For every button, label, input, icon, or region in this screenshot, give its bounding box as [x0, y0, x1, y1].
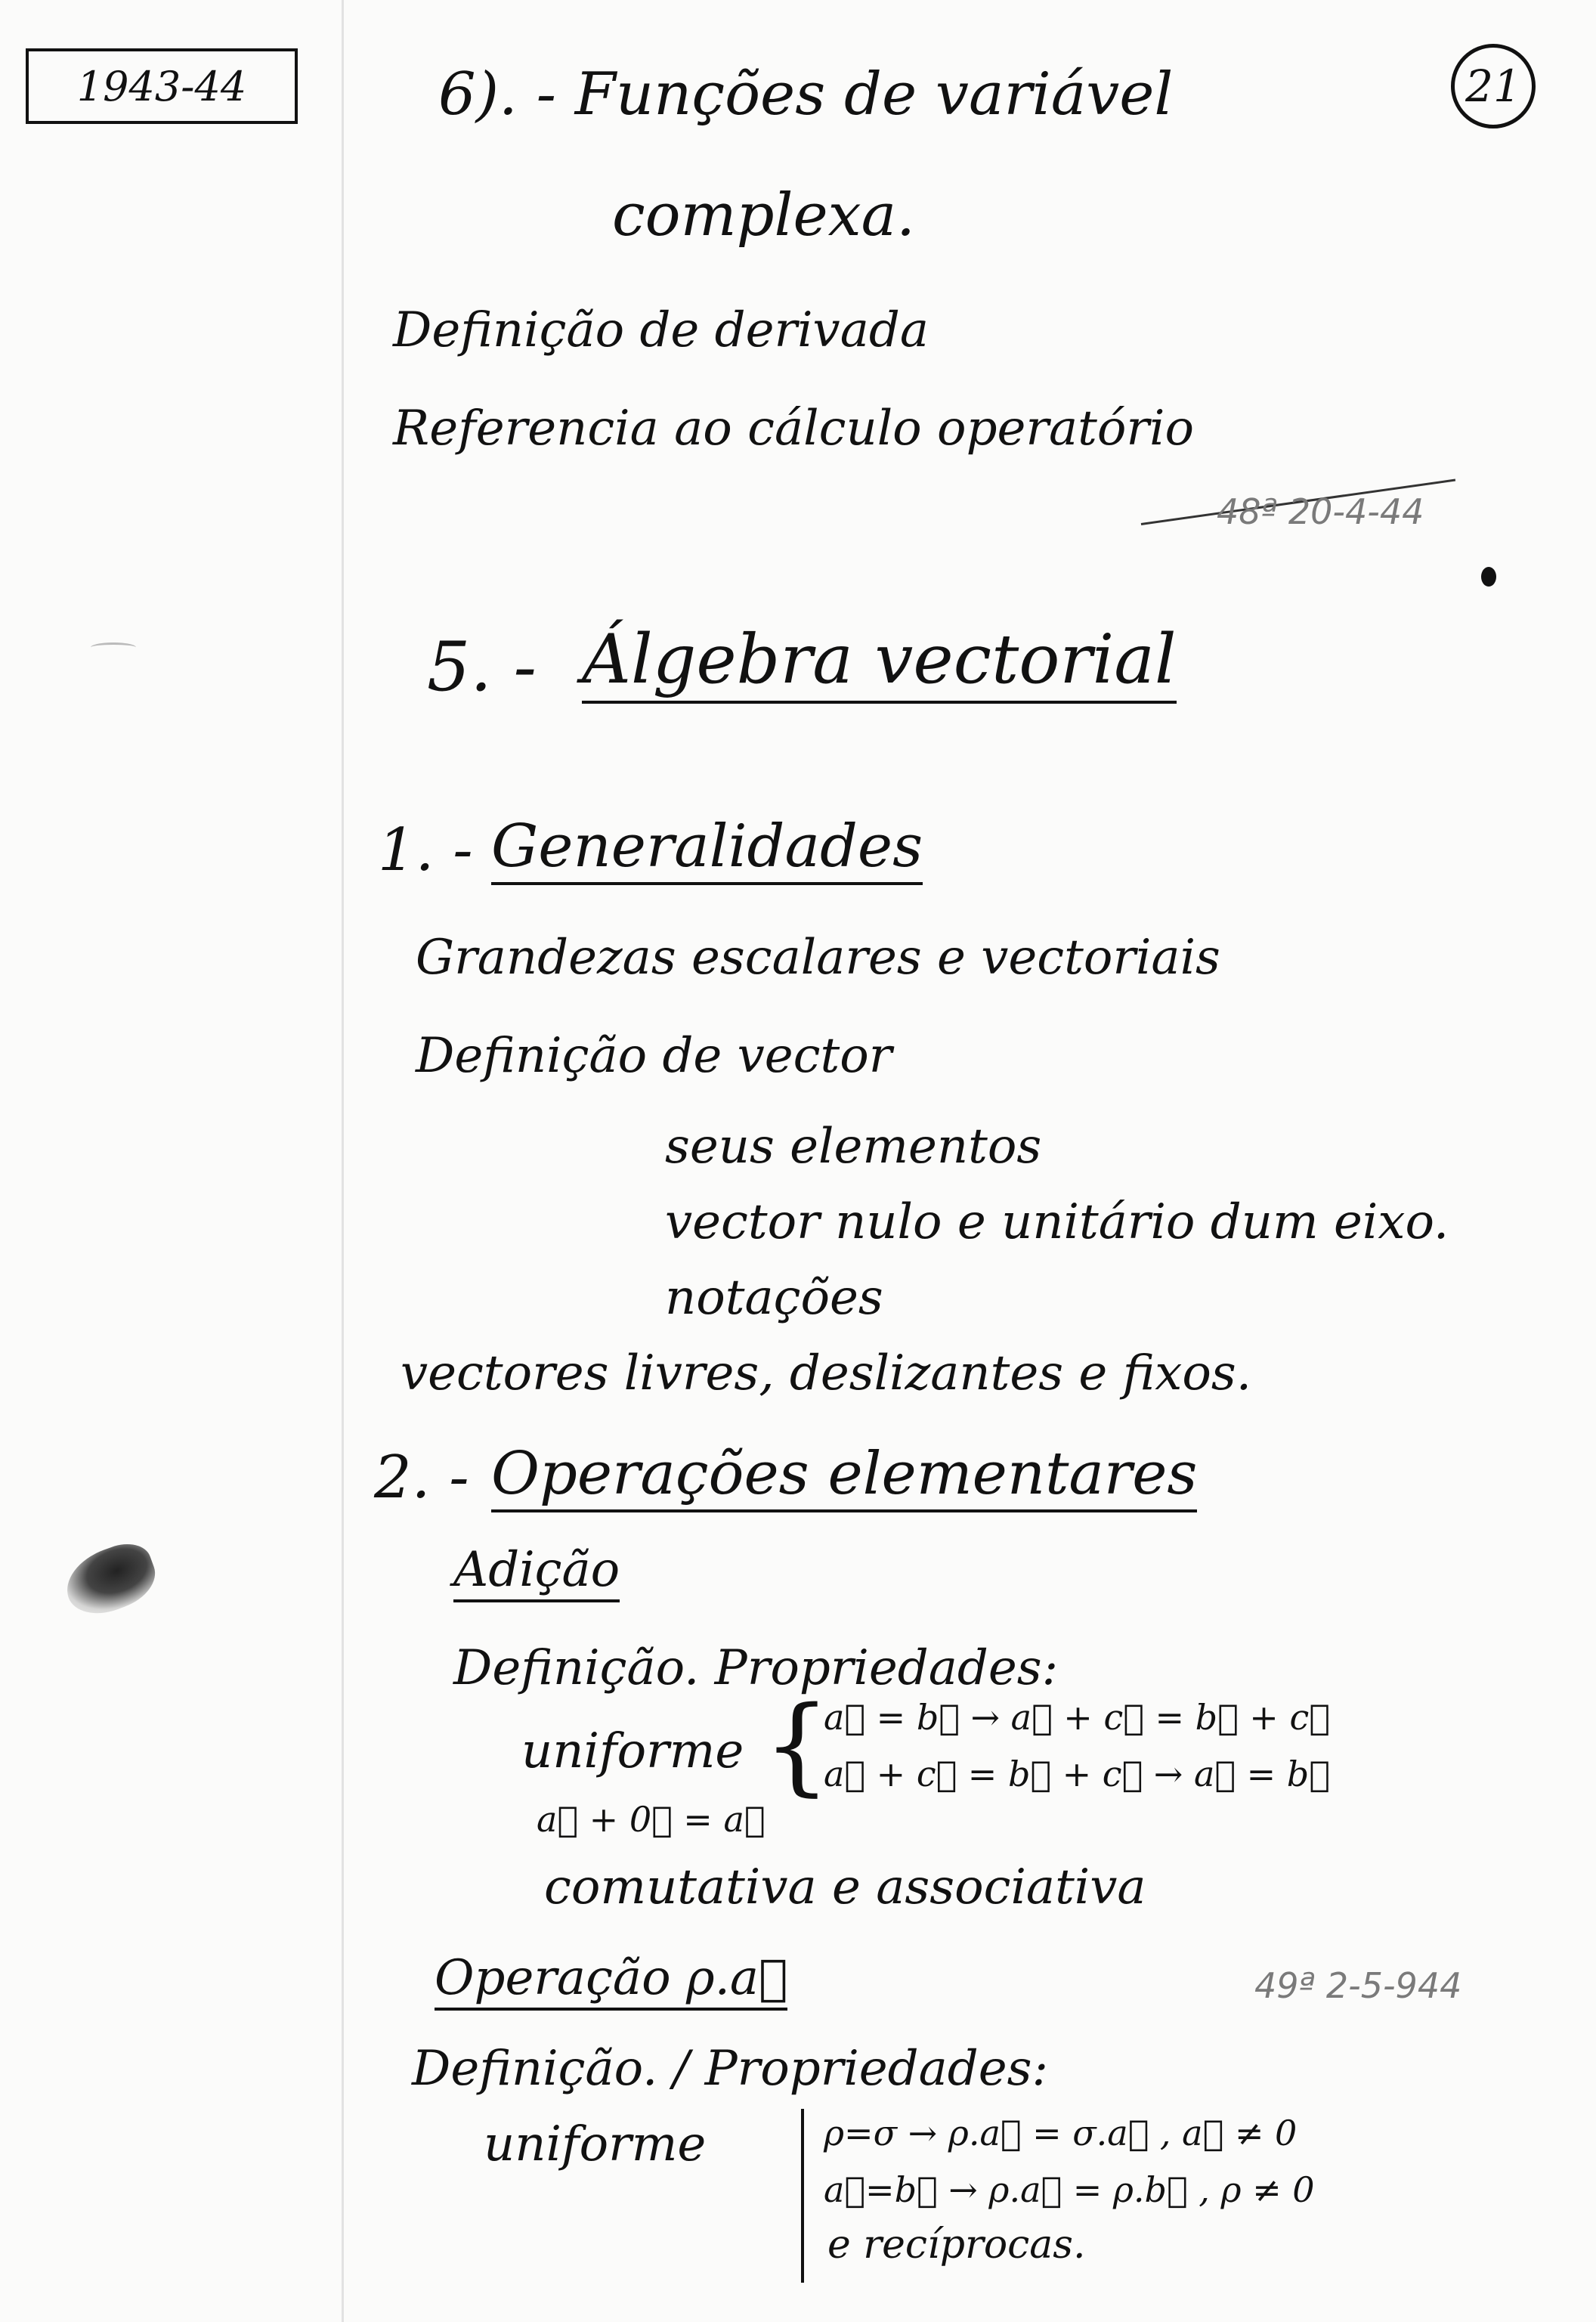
- part2-def-prop: Definição. Propriedades:: [453, 1640, 1059, 1696]
- part2-uniforme: uniforme: [521, 1723, 744, 1779]
- section6-line-calculo: Referencia ao cálculo operatório: [393, 401, 1194, 457]
- section5-heading: Álgebra vectorial: [582, 620, 1177, 704]
- brace-symbol: {: [763, 1684, 831, 1807]
- year-label: 1943-44: [26, 48, 298, 124]
- section5-number: 5. -: [427, 627, 537, 707]
- part2-number: 2. -: [374, 1444, 469, 1512]
- margin-line: [342, 0, 344, 2322]
- equation-scalar-2: a⃗=b⃗ → ρ.a⃗ = ρ.b⃗ , ρ ≠ 0: [824, 2169, 1315, 2210]
- part1-line-grandezas: Grandezas escalares e vectoriais: [416, 930, 1220, 986]
- section6-heading: 6). - Funções de variável: [438, 60, 1174, 128]
- section6-line-derivada: Definição de derivada: [393, 302, 929, 358]
- part2-heading: Operações elementares: [491, 1440, 1197, 1512]
- equation-zero-vector: a⃗ + 0⃗ = a⃗: [537, 1799, 766, 1840]
- section6-date: 48ª 20-4-44: [1217, 491, 1424, 532]
- part2-date: 49ª 2-5-944: [1254, 1965, 1462, 2006]
- equation-scalar-1: ρ=σ → ρ.a⃗ = σ.a⃗ , a⃗ ≠ 0: [824, 2113, 1298, 2153]
- part2-reciprocas: e recíprocas.: [827, 2222, 1086, 2268]
- part2-adicao: Adição: [453, 1542, 620, 1602]
- part2-comutativa: comutativa e associativa: [544, 1859, 1146, 1915]
- part1-line-notacoes: notações: [665, 1270, 883, 1326]
- section6-heading-cont: complexa.: [612, 181, 915, 249]
- page-number: 21: [1451, 44, 1536, 128]
- part1-line-vector-nulo: vector nulo e unitário dum eixo.: [665, 1194, 1449, 1250]
- part1-line-definicao-vector: Definição de vector: [416, 1028, 892, 1084]
- part1-heading: Generalidades: [491, 813, 923, 885]
- pencil-mark: [91, 642, 136, 652]
- part1-line-elementos: seus elementos: [665, 1119, 1042, 1175]
- ink-dot: [1481, 567, 1496, 587]
- equation-uniform-2: a⃗ + c⃗ = b⃗ + c⃗ → a⃗ = b⃗: [824, 1754, 1330, 1794]
- bracket-bar: [801, 2109, 804, 2283]
- ink-smudge: [57, 1536, 163, 1624]
- part2-uniforme-2: uniforme: [484, 2116, 707, 2172]
- part1-number: 1. -: [378, 816, 473, 884]
- part2-def-prop-2: Definição. / Propriedades:: [412, 2041, 1049, 2097]
- part1-line-vectores-livres: vectores livres, deslizantes e fixos.: [401, 1345, 1252, 1401]
- part2-operacao: Operação ρ.a⃗: [435, 1950, 787, 2011]
- equation-uniform-1: a⃗ = b⃗ → a⃗ + c⃗ = b⃗ + c⃗: [824, 1697, 1330, 1738]
